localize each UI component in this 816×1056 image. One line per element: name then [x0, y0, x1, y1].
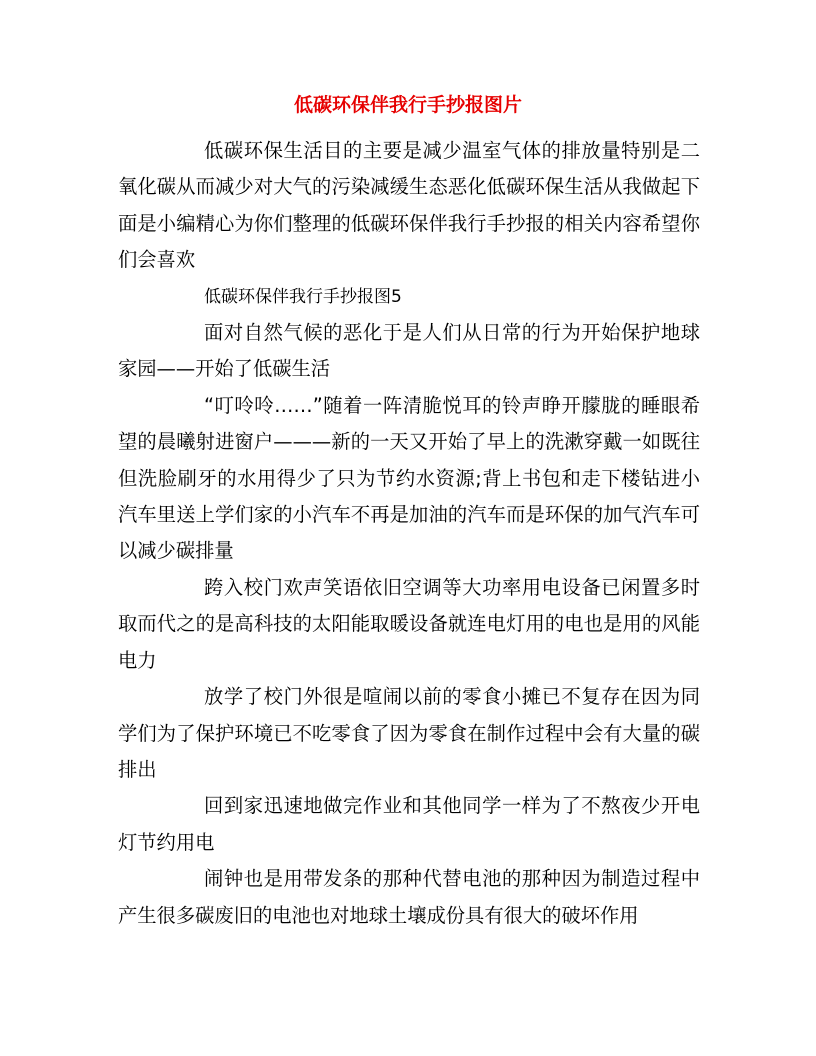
paragraph-home: 回到家迅速地做完作业和其他同学一样为了不熬夜少开电灯节约用电	[118, 794, 700, 854]
paragraph-intro: 低碳环保生活目的主要是减少温室气体的排放量特别是二氧化碳从而减少对大气的污染减缓生态恶化低碳环保生活从我做起下面是小编精心为你们整理的低碳环保伴我行手抄报的相关内容希望你们会喜欢	[118, 139, 700, 272]
paragraph-climate: 面对自然气候的恶化于是人们从日常的行为开始保护地球家园——开始了低碳生活	[118, 321, 700, 381]
paragraph-subheading: 低碳环保伴我行手抄报图5	[204, 286, 402, 307]
paragraph-school: 跨入校门欢声笑语依旧空调等大功率用电设备已闲置多时取而代之的是高科技的太阳能取暖设备就连电灯用的电也是用的风能电力	[118, 575, 700, 672]
document-body	[118, 133, 700, 934]
paragraph-after-school: 放学了校门外很是喧闹以前的零食小摊已不复存在因为同学们为了保护环境已不吃零食了因为零食在制作过程中会有大量的碳排出	[118, 685, 700, 781]
paragraph-morning: “叮呤呤……”随着一阵清脆悦耳的铃声睁开朦胧的睡眼希望的晨曦射进窗户———新的一天又开始了早上的洗漱穿戴一如既往但洗脸刷牙的水用得少了只为节约水资源;背上书包和走下楼钻进小汽车里送上学们家的小汽车不再是加油的汽车而是环保的加气汽车可以减少碳排量	[118, 393, 700, 563]
document-title: 低碳环保伴我行手抄报图片	[293, 94, 522, 116]
paragraph-alarm-clock: 闹钟也是用带发条的那种代替电池的那种因为制造过程中产生很多碳废旧的电池也对地球土壤成份具有很大的破坏作用	[118, 867, 700, 927]
